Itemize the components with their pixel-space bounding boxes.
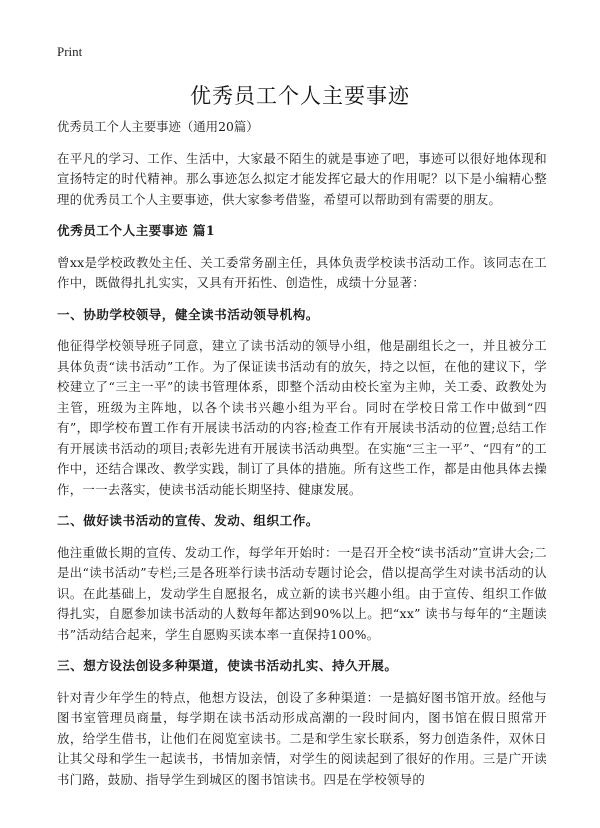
subsection-heading-3: 三、想方设法创设多种渠道，使读书活动扎实、持久开展。 [57, 658, 398, 673]
print-link[interactable]: Print [57, 44, 83, 59]
page-title: 优秀员工个人主要事迹 [190, 84, 410, 108]
intro-paragraph: 在平凡的学习、工作、生活中，大家最不陌生的就是事迹了吧，事迹可以很好地体现和宣扬特定的时代精神。那么事迹怎么拟定才能发挥它最大的作用呢？以下是小编精心整理的优秀员工个人主要事迹，供大家参考借鉴，希望可以帮助到有需要的朋友。 [57, 150, 547, 207]
subsection-body-3: 针对青少年学生的特点，他想方设法，创设了多种渠道：一是搞好图书馆开放。经他与图书室管理员商量，每学期在读书活动形成高潮的一段时间内，图书馆在假日照常开放，给学生借书，让他们在阅览室读书。二是和学生家长联系，努力创造条件，双休日让其父母和学生一起读书，书情加亲情，对学生的阅读起到了很好的作用。三是广开读书门路，鼓励、指导学生到城区的图书馆读书。四是在学校领导的 [57, 689, 547, 787]
article-subtitle: 优秀员工个人主要事迹（通用20篇） [57, 119, 259, 134]
subsection-body-1: 他征得学校领导班子同意，建立了读书活动的领导小组，他是副组长之一，并且被分工具体负责“读书活动”工作。为了保证读书活动有的放矢，持之以恒，在他的建议下，学校建立了“三主一平”的读书管理体系，即整个活动由校长室为主帅，关工委、政教处为主管，班级为主阵地，以各个读书兴趣小组为平台。同时在学校日常工作中做到“四有”，即学校布置工作有开展读书活动的内容;检查工作有开展读书活动的位置;总结工作有开展读书活动的项目;表彰先进有开展读书活动典型。在实施“三主一平”、“四有”的工作中，还结合课改、教学实践，制订了具体的措施。所有这些工作，都是由他具体去操作，一一去落实，使读书活动能长期坚持、健康发展。 [57, 338, 547, 497]
subsection-heading-1: 一、协助学校领导，健全读书活动领导机构。 [57, 306, 319, 322]
section-heading: 优秀员工个人主要事迹 篇1 [57, 223, 216, 238]
subsection-body-2: 他注重做长期的宣传、发动工作，每学年开始时：一是召开全校“读书活动”宣讲大会;二是出“读书活动”专栏;三是各班举行读书活动专题讨论会，借以提高学生对读书活动的认识。在此基础上，发动学生自愿报名，成立新的读书兴趣小组。由于宣传、组织工作做得扎实，自愿参加读书活动的人数每年都达到90%以上。把“xx” 读书与每年的“主题读书”活动结合起来，学生自愿购买读本率一直保持100%。 [57, 544, 547, 642]
subsection-heading-2: 二、做好读书活动的宣传、发动、组织工作。 [57, 513, 319, 528]
article-body [57, 117, 547, 801]
section-intro-paragraph: 曾xx是学校政教处主任、关工委常务副主任，具体负责学校读书活动工作。该同志在工作中，既做得扎扎实实，又具有开拓性、创造性，成绩十分显著： [57, 254, 547, 290]
